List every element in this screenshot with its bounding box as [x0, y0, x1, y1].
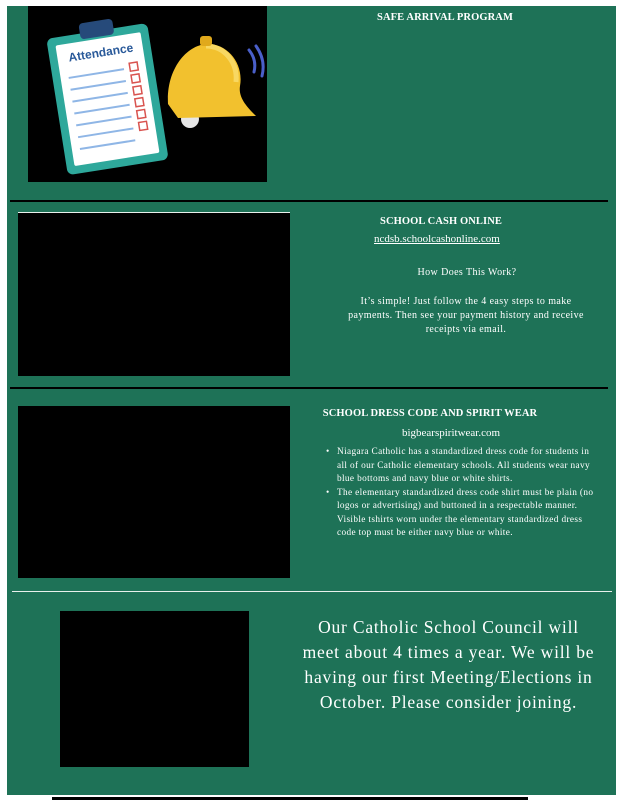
section-divider-3 — [12, 591, 612, 592]
safe-arrival-title: SAFE ARRIVAL PROGRAM — [377, 12, 513, 23]
attendance-label: Attendance — [67, 40, 135, 65]
school-cash-image — [18, 213, 290, 376]
section-divider-2 — [10, 387, 608, 389]
dress-code-bullet: • Niagara Catholic has a standardized dress code for students in all of our Catholic elementary schools. All students wear navy blue bottoms and navy blue or white shirts. — [325, 446, 601, 487]
council-message: Our Catholic School Council will meet about 4 times a year. We will be having our first Meeting/Elections in October. Please consider joining. — [302, 617, 595, 712]
ring-waves-icon — [249, 46, 263, 76]
dress-code-link[interactable]: bigbearspiritwear.com — [401, 427, 501, 439]
dress-code-bullet: • The elementary standardized dress code shirt must be plain (no logos or advertising) and buttoned in a respectable manner. Visible tshirts worn under the elementary standardized dress code top must be either navy blue or white. — [325, 487, 601, 541]
attendance-image — [28, 6, 267, 182]
school-cash-question: How Does This Work? — [417, 267, 517, 278]
bell-icon — [168, 36, 256, 128]
attendance-illustration — [28, 6, 267, 182]
section-divider-1 — [10, 200, 608, 202]
dress-code-image — [18, 406, 290, 578]
school-cash-title: SCHOOL CASH ONLINE — [380, 216, 502, 227]
school-cash-link[interactable]: ncdsb.schoolcashonline.com — [374, 233, 500, 245]
council-image — [60, 611, 249, 767]
school-cash-description: It’s simple! Just follow the 4 easy steps to make payments. Then see your payment history and receive receipts via email. — [348, 296, 584, 335]
dress-code-title: SCHOOL DRESS CODE AND SPIRIT WEAR — [322, 408, 538, 419]
dress-code-bullets — [325, 446, 601, 541]
